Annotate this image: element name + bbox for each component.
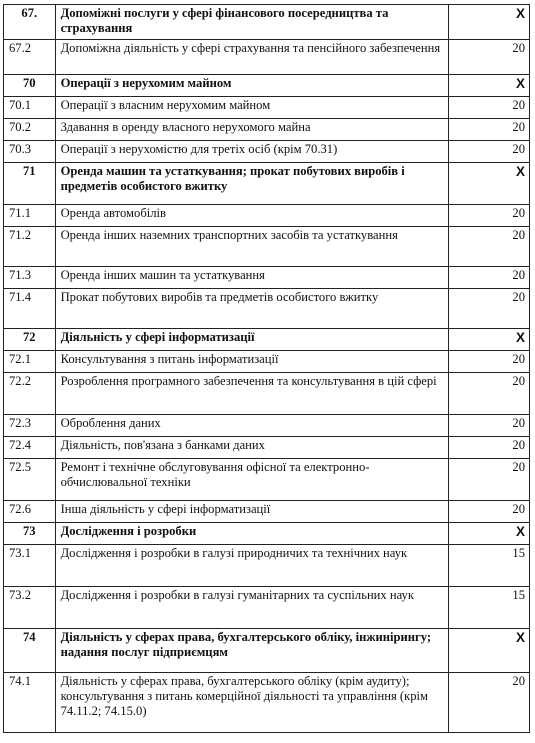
rate-value-cell: 20 xyxy=(449,415,530,437)
table-row xyxy=(4,267,530,289)
activity-name-cell: Інша діяльність у сфері інформатизації xyxy=(55,501,448,523)
activity-code-cell: 71.3 xyxy=(4,267,56,289)
table-row xyxy=(4,351,530,373)
activity-code-cell: 72.1 xyxy=(4,351,56,373)
rate-value-cell: X xyxy=(449,523,530,545)
activity-name-cell: Дослідження і розробки в галузі природничих та технічних наук xyxy=(55,545,448,587)
table-body xyxy=(4,5,530,733)
activity-name-cell: Оренда автомобілів xyxy=(55,205,448,227)
activity-name-cell: Оренда інших машин та устаткування xyxy=(55,267,448,289)
table-row xyxy=(4,141,530,163)
activity-name-cell: Діяльність, пов'язана з банками даних xyxy=(55,437,448,459)
activity-code-cell: 73.2 xyxy=(4,587,56,629)
rate-value-cell: 20 xyxy=(449,673,530,733)
activity-code-cell: 71.4 xyxy=(4,289,56,329)
activity-code-cell: 71.1 xyxy=(4,205,56,227)
section-row xyxy=(4,75,530,97)
activity-code-cell: 67. xyxy=(4,5,56,40)
rate-value-cell: 20 xyxy=(449,141,530,163)
rate-value-cell: 20 xyxy=(449,501,530,523)
table-row xyxy=(4,205,530,227)
activity-name-cell: Розроблення програмного забезпечення та консультування в цій сфері xyxy=(55,373,448,415)
table-row xyxy=(4,373,530,415)
activity-code-cell: 72.5 xyxy=(4,459,56,501)
activity-name-cell: Діяльність у сферах права, бухгалтерського обліку (крім аудиту); консультування з питань комерційної діяльності та управління (крім 74.11.2; 74.15.0) xyxy=(55,673,448,733)
table-row xyxy=(4,437,530,459)
rate-value-cell: X xyxy=(449,163,530,205)
table-row xyxy=(4,227,530,267)
activity-code-cell: 71 xyxy=(4,163,56,205)
activity-name-cell: Дослідження і розробки xyxy=(55,523,448,545)
rate-value-cell: 20 xyxy=(449,97,530,119)
activity-name-cell: Діяльність у сфері інформатизації xyxy=(55,329,448,351)
table-row xyxy=(4,289,530,329)
activity-name-cell: Допоміжні послуги у сфері фінансового посередництва та страхування xyxy=(55,5,448,40)
section-row xyxy=(4,5,530,40)
activity-code-cell: 74 xyxy=(4,629,56,673)
rate-value-cell: X xyxy=(449,5,530,40)
table-row xyxy=(4,501,530,523)
activity-name-cell: Оренда машин та устаткування; прокат побутових виробів і предметів особистого вжитку xyxy=(55,163,448,205)
activity-name-cell: Операції з нерухомим майном xyxy=(55,75,448,97)
table-row xyxy=(4,415,530,437)
activity-code-cell: 71.2 xyxy=(4,227,56,267)
rate-value-cell: 20 xyxy=(449,289,530,329)
section-row xyxy=(4,163,530,205)
activity-name-cell: Операції з власним нерухомим майном xyxy=(55,97,448,119)
rate-value-cell: X xyxy=(449,629,530,673)
rate-value-cell: 20 xyxy=(449,459,530,501)
activity-name-cell: Допоміжна діяльність у сфері страхування та пенсійного забезпечення xyxy=(55,40,448,75)
table-row xyxy=(4,119,530,141)
activity-name-cell: Здавання в оренду власного нерухомого майна xyxy=(55,119,448,141)
activity-name-cell: Прокат побутових виробів та предметів особистого вжитку xyxy=(55,289,448,329)
rate-value-cell: 20 xyxy=(449,351,530,373)
rate-value-cell: 20 xyxy=(449,373,530,415)
rate-value-cell: 15 xyxy=(449,587,530,629)
activity-name-cell: Оброблення даних xyxy=(55,415,448,437)
activity-name-cell: Дослідження і розробки в галузі гуманітарних та суспільних наук xyxy=(55,587,448,629)
rate-value-cell: 20 xyxy=(449,437,530,459)
rate-value-cell: 15 xyxy=(449,545,530,587)
activity-code-cell: 73.1 xyxy=(4,545,56,587)
section-row xyxy=(4,629,530,673)
activity-code-cell: 72.3 xyxy=(4,415,56,437)
activity-code-cell: 70.2 xyxy=(4,119,56,141)
rate-value-cell: 20 xyxy=(449,267,530,289)
activity-codes-table xyxy=(3,4,530,733)
activity-code-cell: 70.3 xyxy=(4,141,56,163)
table-row xyxy=(4,587,530,629)
table-row xyxy=(4,545,530,587)
activity-name-cell: Діяльність у сферах права, бухгалтерського обліку, інжинірингу; надання послуг підприємцям xyxy=(55,629,448,673)
rate-value-cell: 20 xyxy=(449,227,530,267)
rate-value-cell: 20 xyxy=(449,205,530,227)
rate-value-cell: X xyxy=(449,75,530,97)
activity-code-cell: 70 xyxy=(4,75,56,97)
rate-value-cell: 20 xyxy=(449,119,530,141)
table-row xyxy=(4,40,530,75)
activity-name-cell: Оренда інших наземних транспортних засобів та устаткування xyxy=(55,227,448,267)
activity-code-cell: 72.4 xyxy=(4,437,56,459)
table-row xyxy=(4,97,530,119)
activity-name-cell: Ремонт і технічне обслуговування офісної та електронно-обчислювальної техніки xyxy=(55,459,448,501)
activity-code-cell: 72.6 xyxy=(4,501,56,523)
activity-code-cell: 73 xyxy=(4,523,56,545)
rate-value-cell: X xyxy=(449,329,530,351)
section-row xyxy=(4,329,530,351)
activity-name-cell: Операції з нерухомістю для третіх осіб (крім 70.31) xyxy=(55,141,448,163)
activity-code-cell: 67.2 xyxy=(4,40,56,75)
section-row xyxy=(4,523,530,545)
activity-code-cell: 70.1 xyxy=(4,97,56,119)
table-row xyxy=(4,459,530,501)
activity-code-cell: 72 xyxy=(4,329,56,351)
table-row xyxy=(4,673,530,733)
activity-name-cell: Консультування з питань інформатизації xyxy=(55,351,448,373)
activity-code-cell: 72.2 xyxy=(4,373,56,415)
activity-code-cell: 74.1 xyxy=(4,673,56,733)
rate-value-cell: 20 xyxy=(449,40,530,75)
